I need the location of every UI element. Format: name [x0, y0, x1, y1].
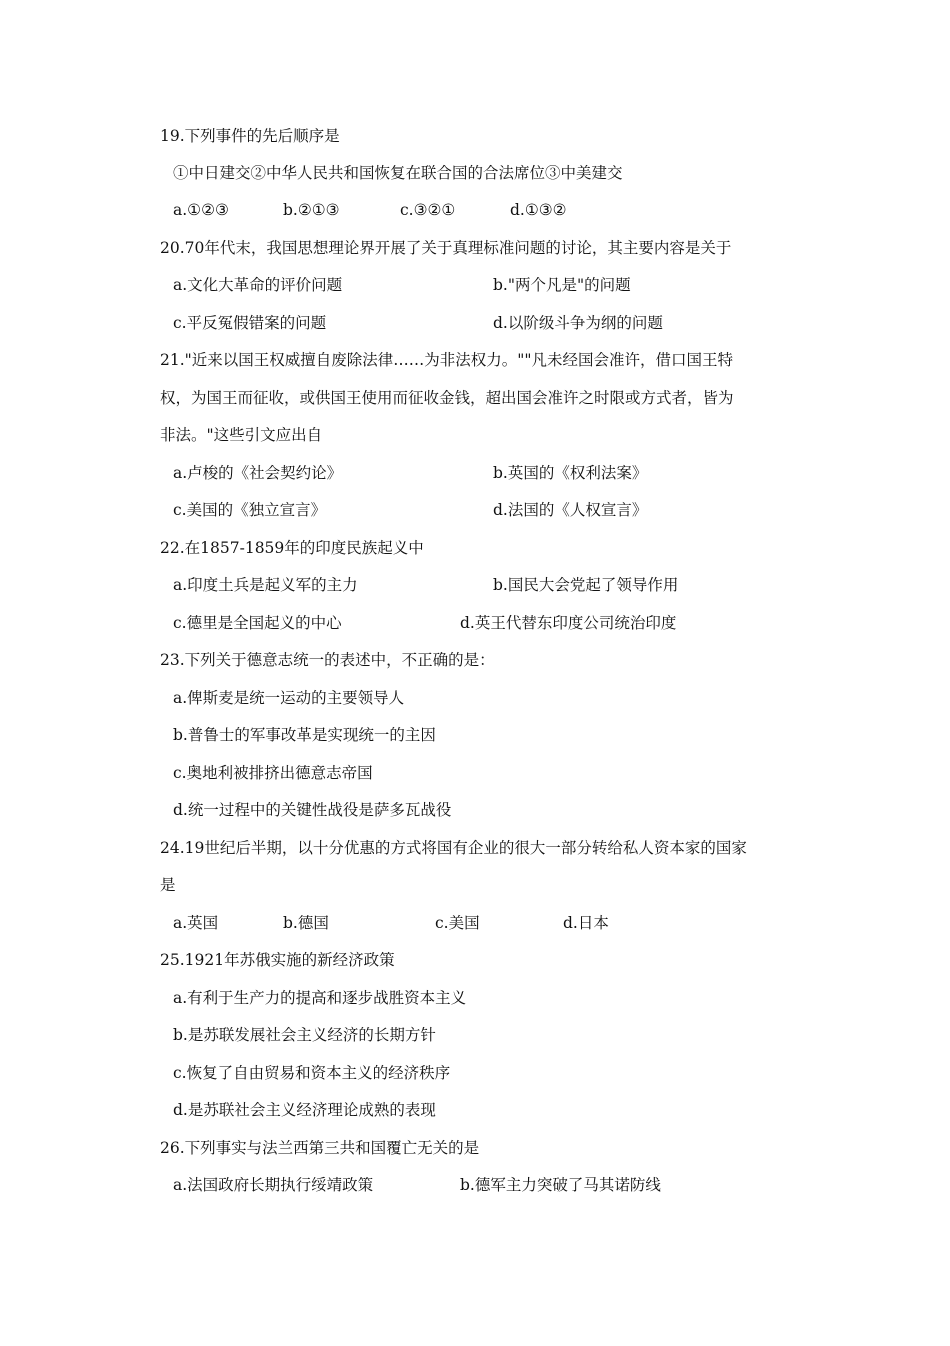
option-c: c.平反冤假错案的问题: [173, 314, 327, 332]
question-stem: 21."近来以国王权威擅自废除法律……为非法权力。""凡未经国会准许，借口国王特: [160, 351, 734, 369]
option-b: b."两个凡是"的问题: [493, 276, 631, 294]
question-stem: 权，为国王而征收，或供国王使用而征收金钱，超出国会准许之时限或方式者，皆为: [160, 389, 734, 407]
option-d: d.法国的《人权宣言》: [493, 501, 648, 519]
option-a: a.①②③: [173, 201, 229, 219]
question-stem: 26.下列事实与法兰西第三共和国覆亡无关的是: [160, 1139, 480, 1157]
option-b: b.是苏联发展社会主义经济的长期方针: [173, 1026, 436, 1044]
question-stem: 19.下列事件的先后顺序是: [160, 127, 340, 145]
option-a: a.法国政府长期执行绥靖政策: [173, 1176, 374, 1194]
option-b: b.②①③: [283, 201, 340, 219]
question-stem: 25.1921年苏俄实施的新经济政策: [160, 951, 395, 969]
option-b: b.国民大会党起了领导作用: [493, 576, 679, 594]
option-b: b.英国的《权利法案》: [493, 464, 648, 482]
option-b: b.德军主力突破了马其诺防线: [460, 1176, 661, 1194]
option-d: d.英王代替东印度公司统治印度: [460, 614, 677, 632]
option-d: d.统一过程中的关键性战役是萨多瓦战役: [173, 801, 452, 819]
question-stem: 24.19世纪后半期，以十分优惠的方式将国有企业的很大一部分转给私人资本家的国家: [160, 839, 747, 857]
option-c: c.德里是全国起义的中心: [173, 614, 342, 632]
option-d: d.以阶级斗争为纲的问题: [493, 314, 663, 332]
question-stem: 20.70年代末，我国思想理论界开展了关于真理标准问题的讨论，其主要内容是关于: [160, 239, 732, 257]
option-d: d.是苏联社会主义经济理论成熟的表现: [173, 1101, 436, 1119]
option-a: a.卢梭的《社会契约论》: [173, 464, 343, 482]
option-c: c.恢复了自由贸易和资本主义的经济秩序: [173, 1064, 451, 1082]
option-c: c.美国的《独立宣言》: [173, 501, 327, 519]
option-b: b.德国: [283, 914, 329, 932]
option-a: a.有利于生产力的提高和逐步战胜资本主义: [173, 989, 467, 1007]
question-stem: 非法。"这些引文应出自: [160, 426, 323, 444]
option-a: a.英国: [173, 914, 219, 932]
option-a: a.文化大革命的评价问题: [173, 276, 343, 294]
option-a: a.印度土兵是起义军的主力: [173, 576, 358, 594]
question-stem: 23.下列关于德意志统一的表述中，不正确的是：: [160, 651, 495, 669]
option-c: c.奥地利被排挤出德意志帝国: [173, 764, 373, 782]
option-c: c.美国: [435, 914, 480, 932]
option-a: a.俾斯麦是统一运动的主要领导人: [173, 689, 405, 707]
option-d: d.日本: [563, 914, 609, 932]
option-c: c.③②①: [400, 201, 456, 219]
option-b: b.普鲁士的军事改革是实现统一的主因: [173, 726, 436, 744]
option-d: d.①③②: [510, 201, 567, 219]
question-stem: 是: [160, 876, 176, 894]
question-stem: 22.在1857-1859年的印度民族起义中: [160, 539, 424, 557]
question-stem: ①中日建交②中华人民共和国恢复在联合国的合法席位③中美建交: [173, 164, 623, 182]
